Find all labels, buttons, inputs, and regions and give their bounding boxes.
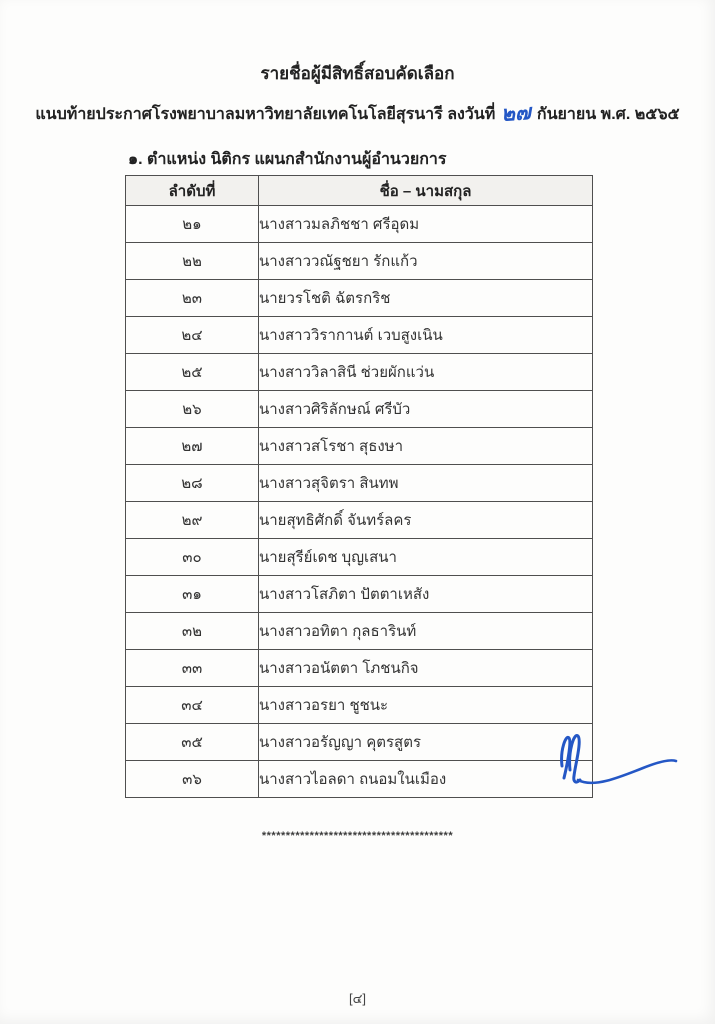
document-title: รายชื่อผู้มีสิทธิ์สอบคัดเลือก [260, 64, 455, 83]
row-name: นางสาวสุจิตรา สินทพ [259, 465, 593, 502]
table-row [126, 280, 593, 317]
table-row [126, 243, 593, 280]
row-name: นางสาวอทิตา กุลธารินท์ [259, 613, 593, 650]
table-row [126, 206, 593, 243]
row-number: ๓๔ [126, 687, 259, 724]
row-number: ๓๕ [126, 724, 259, 761]
table-row [126, 465, 593, 502]
row-name: นางสาวโสภิตา ปัตตาเหสัง [259, 576, 593, 613]
column-header-no: ลำดับที่ [126, 176, 259, 206]
subtitle-prefix: แนบท้ายประกาศโรงพยาบาลมหาวิทยาลัยเทคโนโลยีสุรนารี ลงวันที่ [35, 106, 496, 123]
table-row [126, 317, 593, 354]
subtitle-suffix: กันยายน พ.ศ. ๒๕๖๕ [536, 106, 680, 123]
table-row [126, 539, 593, 576]
row-number: ๒๔ [126, 317, 259, 354]
table-row [126, 391, 593, 428]
row-number: ๒๒ [126, 243, 259, 280]
table-row [126, 724, 593, 761]
row-number: ๒๖ [126, 391, 259, 428]
row-name: นายสุทธิศักดิ์ จันทร์ลคร [259, 502, 593, 539]
table-row [126, 428, 593, 465]
row-number: ๒๘ [126, 465, 259, 502]
row-number: ๓๐ [126, 539, 259, 576]
document-subtitle [0, 96, 715, 129]
row-name: นางสาวมลภิชชา ศรีอุดม [259, 206, 593, 243]
row-name: นายวรโชติ ฉัตรกริช [259, 280, 593, 317]
table-row [126, 613, 593, 650]
page-number: [๔] [348, 991, 367, 1006]
row-number: ๓๖ [126, 761, 259, 798]
row-number: ๒๑ [126, 206, 259, 243]
candidate-table [125, 175, 593, 798]
row-name: นางสาวอนัตตา โภชนกิจ [259, 650, 593, 687]
row-name: นางสาววิลาสินี ช่วยผักแว่น [259, 354, 593, 391]
row-number: ๒๓ [126, 280, 259, 317]
row-name: นางสาววิรากานต์ เวบสูงเนิน [259, 317, 593, 354]
row-name: นางสาวอรัญญา คุตรสูตร [259, 724, 593, 761]
row-name: นางสาวไอลดา ถนอมในเมือง [259, 761, 593, 798]
table-row [126, 354, 593, 391]
separator-asterisks: **************************************** [261, 830, 454, 842]
row-name: นางสาวอรยา ชูชนะ [259, 687, 593, 724]
row-number: ๒๗ [126, 428, 259, 465]
row-number: ๓๓ [126, 650, 259, 687]
table-row [126, 502, 593, 539]
table-row [126, 687, 593, 724]
row-number: ๒๙ [126, 502, 259, 539]
table-header-row [126, 176, 593, 206]
section-heading: ๑. ตำแหน่ง นิติกร แผนกสำนักงานผู้อำนวยการ [128, 151, 447, 168]
handwritten-date: ๒๗ [500, 100, 532, 127]
row-name: นายสุรีย์เดช บุญเสนา [259, 539, 593, 576]
row-number: ๓๑ [126, 576, 259, 613]
row-name: นางสาวสโรชา สุธงษา [259, 428, 593, 465]
table-row [126, 650, 593, 687]
row-name: นางสาวศิริลักษณ์ ศรีบัว [259, 391, 593, 428]
row-name: นางสาววณัฐชยา รักแก้ว [259, 243, 593, 280]
row-number: ๓๒ [126, 613, 259, 650]
table-row [126, 576, 593, 613]
column-header-name: ชื่อ – นามสกุล [259, 176, 593, 206]
table-row [126, 761, 593, 798]
row-number: ๒๕ [126, 354, 259, 391]
